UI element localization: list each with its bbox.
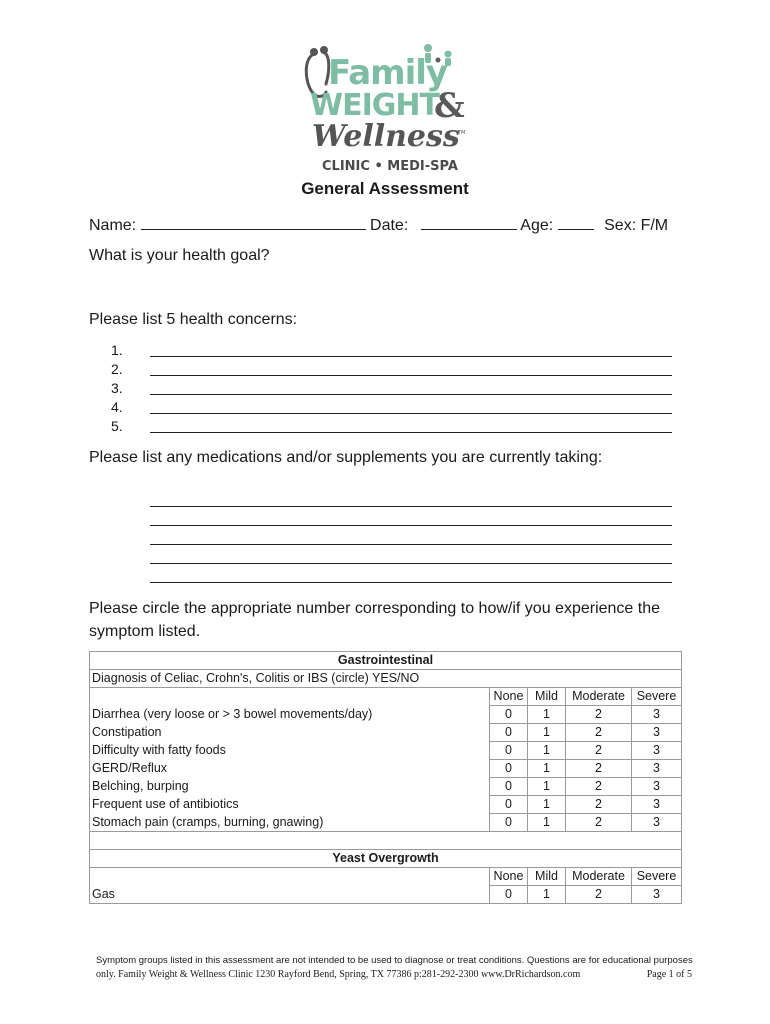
concern-line-4[interactable] (150, 413, 672, 414)
score-moderate[interactable]: 2 (566, 760, 632, 778)
logo-ampersand: & (434, 86, 465, 126)
section-header-row (90, 850, 682, 868)
table-row (90, 778, 682, 796)
score-moderate[interactable]: 2 (566, 814, 632, 832)
concern-line-5[interactable] (150, 432, 672, 433)
score-severe[interactable]: 3 (632, 742, 682, 760)
score-mild[interactable]: 1 (528, 886, 566, 904)
symptom-label: Stomach pain (cramps, burning, gnawing) (90, 814, 490, 832)
table-row (90, 742, 682, 760)
score-severe[interactable]: 3 (632, 886, 682, 904)
score-mild[interactable]: 1 (528, 814, 566, 832)
score-severe[interactable]: 3 (632, 778, 682, 796)
scale-header-row (90, 688, 682, 706)
score-severe[interactable]: 3 (632, 706, 682, 724)
scale-severe-header: Severe (632, 688, 682, 706)
symptom-label: Belching, burping (90, 778, 490, 796)
section-header-row (90, 652, 682, 670)
section-title-gastrointestinal: Gastrointestinal (90, 652, 682, 670)
score-none[interactable]: 0 (490, 742, 528, 760)
score-none[interactable]: 0 (490, 706, 528, 724)
score-moderate[interactable]: 2 (566, 724, 632, 742)
score-mild[interactable]: 1 (528, 706, 566, 724)
medication-line-5[interactable] (150, 582, 672, 583)
scale-mild-header: Mild (528, 868, 566, 886)
medication-line-2[interactable] (150, 525, 672, 526)
logo-line-wellness: Wellness (312, 119, 460, 154)
table-row (90, 886, 682, 904)
score-none[interactable]: 0 (490, 796, 528, 814)
concern-number-4: 4. (111, 399, 123, 415)
score-none[interactable]: 0 (490, 886, 528, 904)
circle-instructions: Please circle the appropriate number corresponding to how/if you experience the symptom listed. (89, 600, 660, 640)
footer-address: only. Family Weight & Wellness Clinic 1230 Rayford Bend, Spring, TX 77386 p:281-292-2300 www.DrRichardson.com (96, 969, 581, 980)
logo-trademark: TM (458, 130, 466, 136)
logo-line-clinic: CLINIC • MEDI-SPA (322, 159, 458, 174)
symptom-label: GERD/Reflux (90, 760, 490, 778)
scale-moderate-header: Moderate (566, 868, 632, 886)
footer-disclaimer: Symptom groups listed in this assessment are not intended to be used to diagnose or treat conditions. Questions are for educational purposes (96, 955, 693, 966)
scale-severe-header: Severe (632, 868, 682, 886)
table-row (90, 706, 682, 724)
medication-line-3[interactable] (150, 544, 672, 545)
table-row (90, 796, 682, 814)
score-severe[interactable]: 3 (632, 724, 682, 742)
score-mild[interactable]: 1 (528, 778, 566, 796)
section-title-yeast-overgrowth: Yeast Overgrowth (90, 850, 682, 868)
concern-line-3[interactable] (150, 394, 672, 395)
score-mild[interactable]: 1 (528, 760, 566, 778)
score-mild[interactable]: 1 (528, 742, 566, 760)
symptom-label: Diarrhea (very loose or > 3 bowel movements/day) (90, 706, 490, 724)
patient-info-row (89, 215, 689, 235)
symptom-label: Constipation (90, 724, 490, 742)
table-row (90, 760, 682, 778)
score-none[interactable]: 0 (490, 724, 528, 742)
score-mild[interactable]: 1 (528, 724, 566, 742)
score-none[interactable]: 0 (490, 814, 528, 832)
symptom-label: Difficulty with fatty foods (90, 742, 490, 760)
symptom-table (89, 651, 682, 904)
score-none[interactable]: 0 (490, 778, 528, 796)
medications-question: Please list any medications and/or supplements you are currently taking: (89, 449, 603, 466)
page-footer (96, 954, 696, 982)
medication-line-4[interactable] (150, 563, 672, 564)
scale-mild-header: Mild (528, 688, 566, 706)
score-moderate[interactable]: 2 (566, 796, 632, 814)
section-spacer-row (90, 832, 682, 850)
concern-line-2[interactable] (150, 375, 672, 376)
score-moderate[interactable]: 2 (566, 886, 632, 904)
score-moderate[interactable]: 2 (566, 778, 632, 796)
score-moderate[interactable]: 2 (566, 706, 632, 724)
scale-header-row (90, 868, 682, 886)
score-severe[interactable]: 3 (632, 796, 682, 814)
name-label: Name: (89, 217, 137, 234)
page-title: General Assessment (301, 179, 469, 198)
concern-number-2: 2. (111, 361, 123, 377)
age-field[interactable] (558, 215, 594, 230)
celiac-diagnosis-question[interactable]: Diagnosis of Celiac, Crohn's, Colitis or IBS (circle) YES/NO (90, 670, 682, 688)
score-severe[interactable]: 3 (632, 760, 682, 778)
section-note-row (90, 670, 682, 688)
logo-line-family: Family (328, 53, 448, 93)
score-moderate[interactable]: 2 (566, 742, 632, 760)
clinic-logo (300, 40, 470, 175)
concern-line-1[interactable] (150, 356, 672, 357)
medication-line-1[interactable] (150, 506, 672, 507)
age-label: Age: (520, 217, 554, 234)
date-label: Date: (370, 217, 409, 234)
score-none[interactable]: 0 (490, 760, 528, 778)
concern-number-1: 1. (111, 342, 123, 358)
scale-none-header: None (490, 688, 528, 706)
sex-label[interactable]: Sex: F/M (604, 217, 669, 234)
date-field[interactable] (421, 215, 517, 230)
health-goal-question: What is your health goal? (89, 247, 270, 264)
health-concerns-question: Please list 5 health concerns: (89, 311, 298, 328)
health-goal-answer-area[interactable] (89, 270, 679, 306)
page-number: Page 1 of 5 (646, 969, 692, 980)
table-row (90, 724, 682, 742)
scale-none-header: None (490, 868, 528, 886)
table-row (90, 814, 682, 832)
symptom-label: Frequent use of antibiotics (90, 796, 490, 814)
symptom-label: Gas (90, 886, 490, 904)
concern-number-5: 5. (111, 418, 123, 434)
name-field[interactable] (141, 215, 366, 230)
score-severe[interactable]: 3 (632, 814, 682, 832)
logo-line-weight: WEIGHT (310, 88, 439, 123)
score-mild[interactable]: 1 (528, 796, 566, 814)
scale-moderate-header: Moderate (566, 688, 632, 706)
concern-number-3: 3. (111, 380, 123, 396)
